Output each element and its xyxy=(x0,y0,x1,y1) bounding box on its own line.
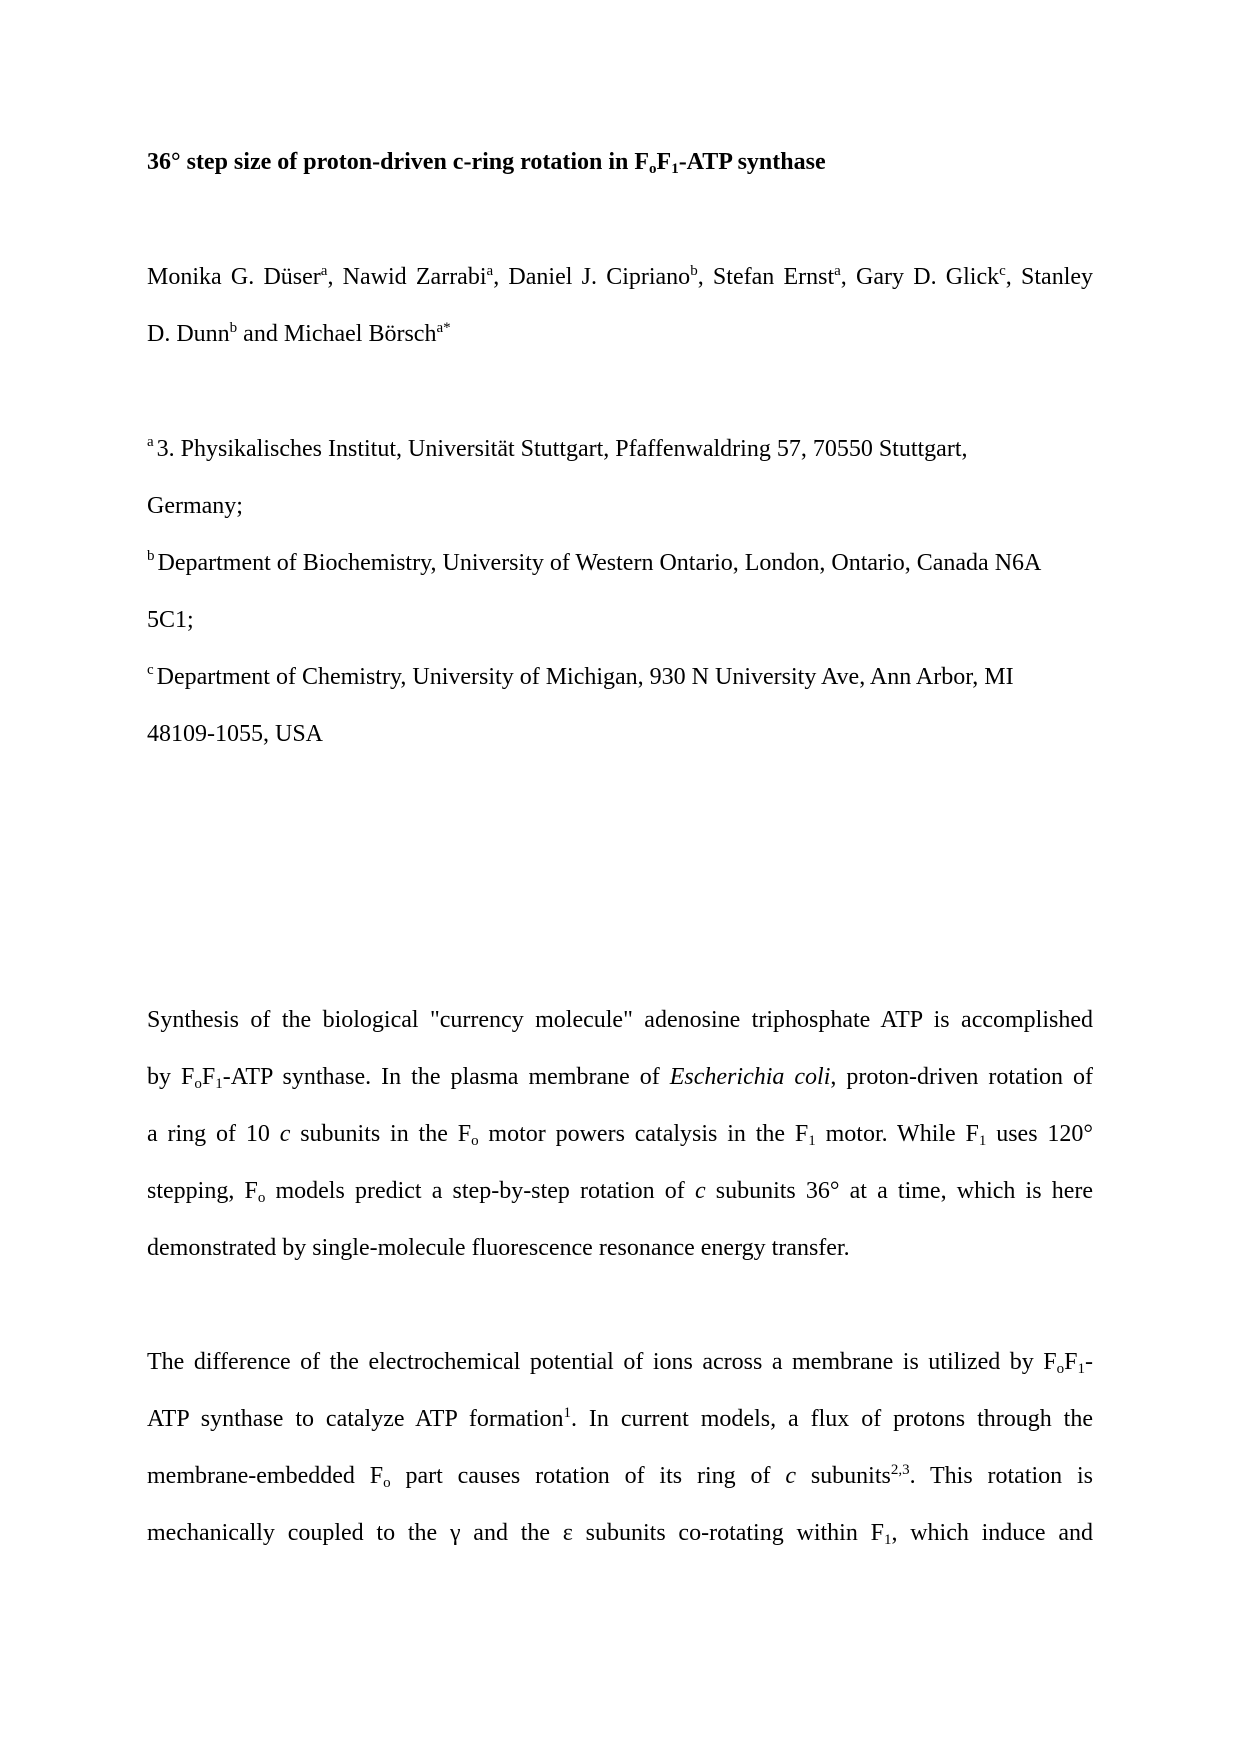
author-name: Stanley xyxy=(1021,264,1094,290)
italic-text: c xyxy=(279,1121,291,1147)
italic-text: c xyxy=(785,1463,796,1489)
subscript: 1 xyxy=(883,1532,892,1548)
author-affiliation-mark: a xyxy=(320,263,328,279)
body-text: mechanically coupled to the γ and the ε subunits co-rotating within F xyxy=(147,1520,884,1546)
affiliation-text: 3. Physikalisches Institut, Universität Stuttgart, Pfaffenwaldring 57, 70550 Stuttgart, xyxy=(156,436,968,462)
abstract-text: subunits in the F xyxy=(290,1121,472,1147)
abstract-text: subunits 36° at a time, which is here xyxy=(705,1178,1093,1204)
author-affiliation-mark: c xyxy=(999,263,1006,279)
body-line-3 xyxy=(147,1461,1093,1491)
body-text: . This rotation is xyxy=(909,1463,1094,1489)
affiliation-mark: b xyxy=(147,548,155,564)
abstract-text: stepping, F xyxy=(147,1178,258,1204)
body-text: . In current models xyxy=(571,1406,771,1432)
author-name: Michael Börsch xyxy=(283,321,437,347)
author-affiliation-mark: a xyxy=(486,263,494,279)
body-text: - xyxy=(1085,1349,1093,1375)
body-text: part causes rotation of its ring of xyxy=(390,1463,786,1489)
author-affiliation-mark: a* xyxy=(436,320,451,336)
affiliation-text: Department of Biochemistry, University of Western Ontario, London, Ontario, Canada N6A xyxy=(157,550,1042,576)
title-text: -ATP synthase xyxy=(678,149,826,175)
affiliation-mark: a xyxy=(147,434,154,450)
citation-ref: 2,3 xyxy=(890,1462,910,1478)
body-text: membrane-embedded F xyxy=(147,1463,384,1489)
body-line-2 xyxy=(147,1404,1093,1434)
author-list-line-2: D. Dunn$^b$ and Michael Börsch$^{a*}$ xyxy=(147,320,451,347)
author-name: Daniel J. Cipriano xyxy=(508,264,691,290)
subscript: 1 xyxy=(1077,1361,1085,1377)
affiliation-b xyxy=(147,548,1041,578)
subscript: o xyxy=(383,1475,391,1491)
abstract-text: models predict a step-by-step rotation of xyxy=(265,1178,695,1204)
title-subscript: o xyxy=(649,161,657,177)
body-text: a flux of protons through the xyxy=(776,1406,1093,1432)
author-list-line-1: Monika G. Düser$^a$, Nawid Zarrabi$^a$, Daniel J. Cipriano$^b$, Stefan Ernst$^a$, Gary D. Glick$^c$, Stanley xyxy=(147,263,1094,290)
abstract-text: uses 120° xyxy=(986,1121,1093,1147)
affiliation-text: 48109-1055, USA xyxy=(147,721,324,747)
title-text: 36° step size of proton-driven c-ring rotation in F xyxy=(147,149,650,175)
citation-ref: 1 xyxy=(563,1405,571,1421)
italic-text: c xyxy=(694,1178,706,1204)
subscript: 1 xyxy=(808,1133,816,1149)
body-text: F xyxy=(1064,1349,1078,1375)
body-text: ATP synthase to catalyze ATP formation xyxy=(147,1406,564,1432)
species-name: Escherichia coli xyxy=(669,1064,831,1090)
author-affiliation-mark: b xyxy=(229,320,238,336)
abstract-text: motor powers catalysis in the F xyxy=(478,1121,809,1147)
abstract-text: by F xyxy=(147,1064,195,1090)
subscript: 1 xyxy=(978,1133,987,1149)
body-line-1 xyxy=(147,1347,1093,1377)
title-text: F xyxy=(656,149,672,175)
abstract-line-1 xyxy=(147,1005,1093,1035)
abstract-line-4 xyxy=(147,1176,1093,1206)
body-line-4 xyxy=(147,1518,1093,1548)
affiliation-text: Department of Chemistry, University of Michigan, 930 N University Ave, Ann Arbor, MI xyxy=(156,664,1014,690)
abstract-line-3 xyxy=(147,1119,1093,1149)
affiliation-mark: c xyxy=(147,662,154,678)
affiliation-text: Germany; xyxy=(147,493,243,519)
affiliation-b-continued xyxy=(147,605,194,635)
abstract-line-2 xyxy=(147,1062,1093,1092)
abstract-text: demonstrated by single-molecule fluorescence resonance energy transfer. xyxy=(147,1235,850,1261)
author-name: D. Dunn xyxy=(147,321,230,347)
abstract-text: Synthesis of the biological "currency molecule" adenosine triphosphate ATP is accomplished xyxy=(147,1007,1093,1033)
title-subscript: 1 xyxy=(671,161,679,177)
subscript: 1 xyxy=(215,1076,223,1092)
subscript: o xyxy=(471,1133,479,1149)
abstract-text: motor. While F xyxy=(815,1121,979,1147)
affiliation-a xyxy=(147,434,967,464)
subscript: o xyxy=(257,1190,266,1206)
abstract-text: , proton-driven rotation of xyxy=(830,1064,1093,1090)
abstract-line-5 xyxy=(147,1233,850,1263)
abstract-text: -ATP synthase. In the plasma membrane of xyxy=(222,1064,670,1090)
affiliation-c-continued xyxy=(147,719,323,749)
body-text: The difference of the electrochemical potential of ions across a membrane is utilized by F xyxy=(147,1349,1057,1375)
author-affiliation-mark: b xyxy=(690,263,698,279)
abstract-text: F xyxy=(201,1064,216,1090)
body-text: , which induce and xyxy=(891,1520,1094,1546)
paper-title xyxy=(147,147,826,177)
affiliation-a-continued xyxy=(147,491,243,521)
affiliation-text: 5C1; xyxy=(147,607,194,633)
author-affiliation-mark: a xyxy=(834,263,841,279)
subscript: o xyxy=(194,1076,202,1092)
italic-text: , xyxy=(770,1406,777,1432)
affiliation-c xyxy=(147,662,1014,692)
author-name: Nawid Zarrabi xyxy=(342,264,487,290)
abstract-text: a ring of 10 xyxy=(147,1121,280,1147)
author-name: Stefan Ernst xyxy=(712,264,835,290)
author-name: Gary D. Glick xyxy=(856,264,1000,290)
body-text: subunits xyxy=(795,1463,891,1489)
subscript: o xyxy=(1056,1361,1065,1377)
author-name: Monika G. Düser xyxy=(147,264,321,290)
